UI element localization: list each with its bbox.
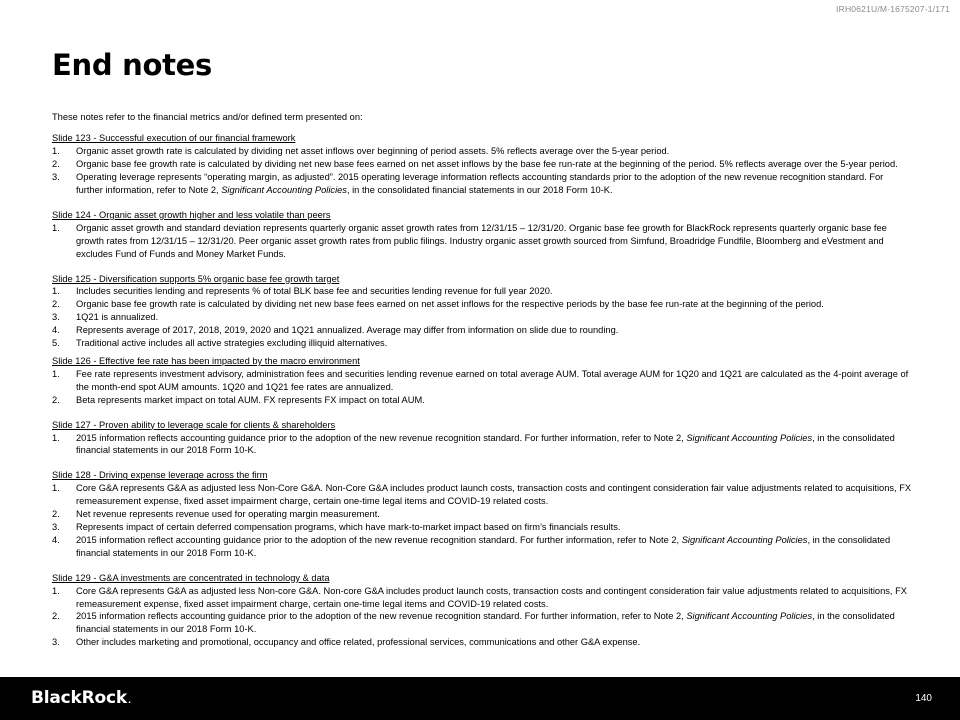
note-italic-reference: Significant Accounting Policies <box>686 432 813 443</box>
note-item <box>52 158 912 171</box>
note-number: 2. <box>52 159 60 170</box>
note-item <box>52 508 912 521</box>
note-item <box>52 534 912 560</box>
note-number: 2. <box>52 394 60 405</box>
note-text-continued: , in the consolidated financial statements in our 2018 Form 10-K. <box>76 611 895 635</box>
notes-section <box>52 273 912 350</box>
note-text: Other includes marketing and promotional, occupancy and office related, professional services, communications and other G&A expense. <box>76 637 641 648</box>
notes-list <box>52 222 912 261</box>
note-text: Represents impact of certain deferred compensation programs, which have mark-to-market impact based on firm’s financials results. <box>76 521 621 532</box>
note-text: 1Q21 is annualized. <box>76 312 159 323</box>
document-code: IRH0621U/M-1675207-1/171 <box>836 4 950 14</box>
note-number: 2. <box>52 299 60 310</box>
notes-section <box>52 209 912 261</box>
page-number: 140 <box>915 693 932 704</box>
slide-heading: Slide 128 - Driving expense leverage across the firm <box>52 470 268 481</box>
note-text: 2015 information reflects accounting guidance prior to the adoption of the new revenue recognition standard. For further information, refer to Note 2, <box>76 432 687 443</box>
notes-section <box>52 419 912 458</box>
notes-list <box>52 482 912 559</box>
page-title: End notes <box>52 48 212 82</box>
note-number: 1. <box>52 286 60 297</box>
note-text: Organic asset growth rate is calculated by dividing net asset inflows over beginning of period assets. 5% reflects average over the 5-year period. <box>76 146 670 157</box>
notes-list <box>52 145 912 197</box>
note-item <box>52 222 912 261</box>
note-item <box>52 337 912 350</box>
note-text: Core G&A represents G&A as adjusted less Non-core G&A. Non-core G&A includes product launch costs, transaction costs and contingent consideration fair value adjustments related to acquisitions, FX remeasurement expense, fixed asset impairment charge, certain one-time legal items and COVID-19 related costs. <box>76 585 907 609</box>
note-number: 1. <box>52 146 60 157</box>
note-item <box>52 298 912 311</box>
note-text-continued: , in the consolidated financial statements in our 2018 Form 10-K. <box>76 534 891 558</box>
blackrock-logo <box>31 688 131 708</box>
slide-heading: Slide 124 - Organic asset growth higher and less volatile than peers <box>52 209 331 220</box>
note-number: 2. <box>52 509 60 520</box>
logo-text: BlackRock <box>31 688 127 708</box>
note-number: 4. <box>52 534 60 545</box>
note-item <box>52 394 912 407</box>
notes-list <box>52 585 912 650</box>
note-text: Organic asset growth and standard deviation represents quarterly organic asset growth rates from 12/31/15 – 12/31/20. Organic base fee growth for BlackRock represents quarterly organic base fee growth rates from 12/31/15 – 12/31/20. Peer organic asset growth rates from public filings. Industry organic asset growth sourced from Simfund, Broadridge Fundfile, Bloomberg and eVestment and excludes Fund of Funds and Money Market Funds. <box>76 222 887 259</box>
note-number: 1. <box>52 222 60 233</box>
note-number: 1. <box>52 585 60 596</box>
note-italic-reference: Significant Accounting Policies <box>686 611 813 622</box>
note-text: 2015 information reflects accounting guidance prior to the adoption of the new revenue recognition standard. For further information, refer to Note 2, <box>76 611 687 622</box>
slide-heading: Slide 125 - Diversification supports 5% organic base fee growth target <box>52 273 340 284</box>
note-text: Fee rate represents investment advisory, administration fees and securities lending revenue earned on total average AUM. Total average AUM for 1Q20 and 1Q21 are calculated as the 4-point average of the month-end spot AUM amounts. 1Q20 and 1Q21 fee rates are annualized. <box>76 368 909 392</box>
logo-mark: . <box>128 696 131 705</box>
notes-section <box>52 132 912 197</box>
note-number: 3. <box>52 172 60 183</box>
note-text-continued: , in the consolidated financial statements in our 2018 Form 10-K. <box>346 185 613 196</box>
note-item <box>52 521 912 534</box>
slide-heading: Slide 123 - Successful execution of our financial framework <box>52 133 296 144</box>
note-number: 3. <box>52 637 60 648</box>
note-item <box>52 610 912 636</box>
footer-bar <box>0 677 960 720</box>
notes-section <box>52 469 912 559</box>
note-text: Net revenue represents revenue used for operating margin measurement. <box>76 509 380 520</box>
note-italic-reference: Significant Accounting Policies <box>681 534 808 545</box>
note-number: 1. <box>52 368 60 379</box>
note-number: 5. <box>52 338 60 349</box>
note-item <box>52 368 912 394</box>
note-text: Organic base fee growth rate is calculated by dividing net new base fees earned on net asset inflows by the base fee run-rate at the beginning of the period. 5% reflects average over the 5-year period. <box>76 159 898 170</box>
note-item <box>52 482 912 508</box>
note-item <box>52 324 912 337</box>
intro-text: These notes refer to the financial metrics and/or defined term presented on: <box>52 112 363 122</box>
note-number: 1. <box>52 483 60 494</box>
note-item <box>52 145 912 158</box>
note-item <box>52 285 912 298</box>
note-text: Operating leverage represents “operating margin, as adjusted”. 2015 operating leverage information reflects accounting standards prior to the adoption of the new revenue recognition standard. For further information, refer to Note 2, <box>76 172 884 196</box>
note-number: 4. <box>52 325 60 336</box>
note-number: 1. <box>52 432 60 443</box>
note-text: Beta represents market impact on total AUM. FX represents FX impact on total AUM. <box>76 394 425 405</box>
note-item <box>52 311 912 324</box>
note-text: 2015 information reflect accounting guidance prior to the adoption of the new revenue recognition standard. For further information, refer to Note 2, <box>76 534 682 545</box>
note-number: 3. <box>52 312 60 323</box>
note-item <box>52 432 912 458</box>
notes-sections <box>52 132 912 649</box>
note-text-continued: , in the consolidated financial statements in our 2018 Form 10-K. <box>76 432 895 456</box>
note-text: Traditional active includes all active strategies excluding illiquid alternatives. <box>76 338 388 349</box>
note-item <box>52 636 912 649</box>
notes-section <box>52 355 912 407</box>
notes-list <box>52 285 912 350</box>
notes-list <box>52 368 912 407</box>
note-text: Core G&A represents G&A as adjusted less Non-Core G&A. Non-Core G&A includes product launch costs, transaction costs and contingent consideration fair value adjustments related to acquisitions, FX remeasurement expense, fixed asset impairment charge, certain one-time legal items and COVID-19 related costs. <box>76 483 912 507</box>
note-item <box>52 171 912 197</box>
slide-heading: Slide 127 - Proven ability to leverage scale for clients & shareholders <box>52 419 336 430</box>
note-item <box>52 585 912 611</box>
note-text: Organic base fee growth rate is calculated by dividing net new base fees earned on net asset inflows for the respective periods by the base fee run-rate at the beginning of the period. <box>76 299 824 310</box>
notes-list <box>52 432 912 458</box>
slide-heading: Slide 129 - G&A investments are concentrated in technology & data <box>52 572 330 583</box>
note-number: 2. <box>52 611 60 622</box>
note-italic-reference: Significant Accounting Policies <box>221 185 347 196</box>
end-notes-content <box>52 111 912 661</box>
notes-section <box>52 572 912 649</box>
note-text: Includes securities lending and represents % of total BLK base fee and securities lending revenue for full year 2020. <box>76 286 553 297</box>
slide-heading: Slide 126 - Effective fee rate has been impacted by the macro environment <box>52 356 360 366</box>
note-number: 3. <box>52 521 60 532</box>
note-text: Represents average of 2017, 2018, 2019, 2020 and 1Q21 annualized. Average may differ from information on slide due to rounding. <box>76 325 619 336</box>
